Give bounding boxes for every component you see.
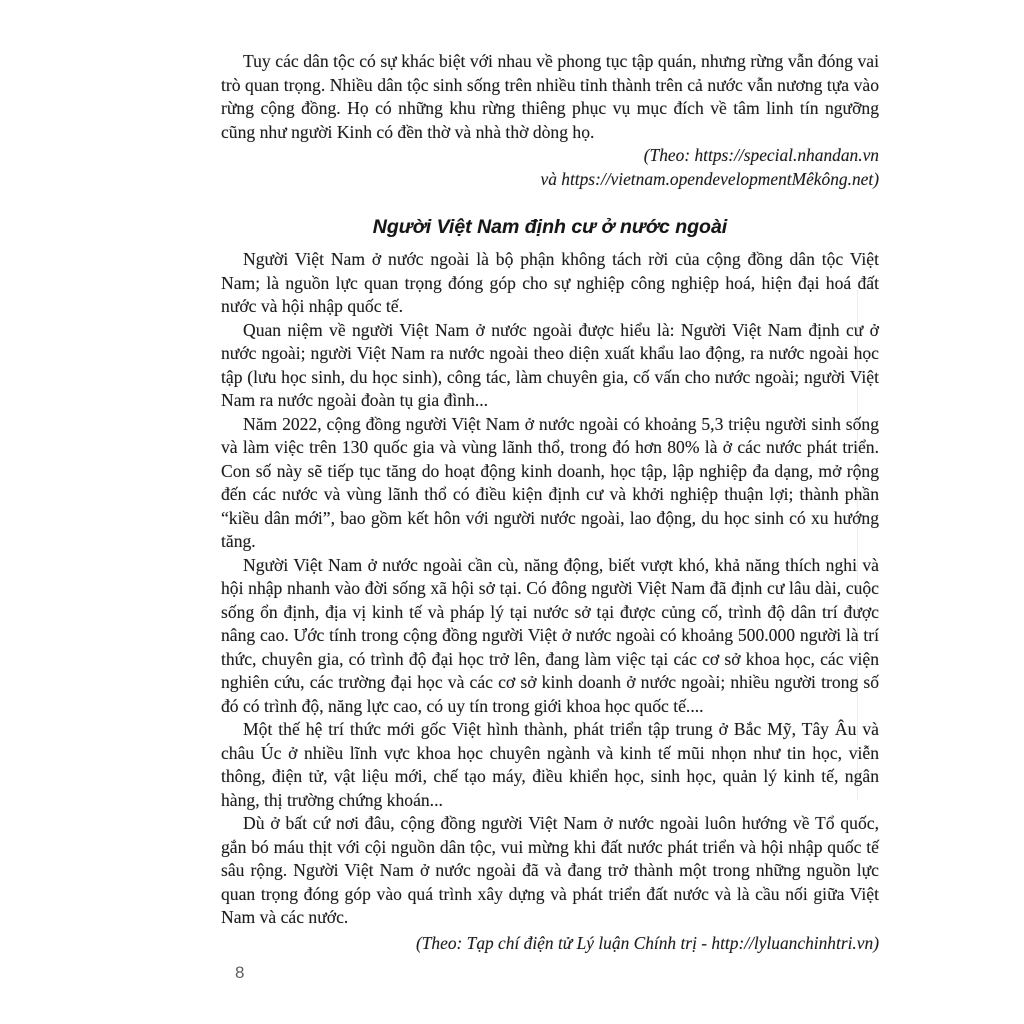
- article-source: (Theo: Tạp chí điện tử Lý luận Chính trị - http://lyluanchinhtri.vn): [415, 932, 879, 953]
- text-column: [221, 50, 879, 955]
- article-paragraph-1: Người Việt Nam ở nước ngoài là bộ phận không tách rời của cộng đồng dân tộc Việt Nam; là nguồn lực quan trọng đóng góp cho sự nghiệp công nghiệp hoá, hiện đại hoá đất nước và hội nhập quốc tế.: [221, 249, 879, 316]
- intro-paragraph: Tuy các dân tộc có sự khác biệt với nhau về phong tục tập quán, nhưng rừng vẫn đóng vai trò quan trọng. Nhiều dân tộc sinh sống trên nhiều tỉnh thành trên cả nước vẫn nương tựa vào rừng cộng đồng. Họ có những khu rừng thiêng phục vụ mục đích về tâm linh tín ngưỡng cũng như người Kinh có đền thờ và nhà thờ dòng họ.: [221, 51, 879, 142]
- article-paragraph-6: Dù ở bất cứ nơi đâu, cộng đồng người Việt Nam ở nước ngoài luôn hướng về Tổ quốc, gắn bó máu thịt với cội nguồn dân tộc, vui mừng khi đất nước phát triển và hội nhập quốc tế sâu rộng. Người Việt Nam ở nước ngoài đã và đang trở thành một trong những nguồn lực quan trọng đóng góp vào quá trình xây dựng và phát triển đất nước và là cầu nối giữa Việt Nam và các nước.: [221, 813, 879, 927]
- article-paragraph-2: Quan niệm về người Việt Nam ở nước ngoài được hiểu là: Người Việt Nam định cư ở nước ngoài; người Việt Nam ra nước ngoài theo diện xuất khẩu lao động, ra nước ngoài học tập (lưu học sinh, du học sinh), công tác, làm chuyên gia, cố vấn cho nước ngoài; người Việt Nam ra nước ngoài đoàn tụ gia đình...: [221, 319, 879, 410]
- article-title: Người Việt Nam định cư ở nước ngoài: [372, 216, 728, 238]
- page-number: 8: [235, 963, 245, 982]
- intro-source-line-2: và https://vietnam.opendevelopmentMêkông.net): [540, 168, 879, 189]
- intro-source-line-1: (Theo: https://special.nhandan.vn: [643, 145, 879, 165]
- article-paragraph-3: Năm 2022, cộng đồng người Việt Nam ở nước ngoài có khoảng 5,3 triệu người sinh sống và làm việc trên 130 quốc gia và vùng lãnh thổ, trong đó hơn 80% là ở các nước phát triển. Con số này sẽ tiếp tục tăng do hoạt động kinh doanh, học tập, lập nghiệp đa dạng, mở rộng đến các nước và vùng lãnh thổ có điều kiện định cư và khởi nghiệp thuận lợi; thành phần “kiều dân mới”, bao gồm kết hôn với người nước ngoài, lao động, du học sinh có xu hướng tăng.: [221, 413, 879, 551]
- article-paragraph-5: Một thế hệ trí thức mới gốc Việt hình thành, phát triển tập trung ở Bắc Mỹ, Tây Âu và châu Úc ở nhiều lĩnh vực khoa học chuyên ngành và kinh tế mũi nhọn như tin học, viễn thông, điện tử, vật liệu mới, chế tạo máy, điều khiển học, sinh học, quản lý kinh tế, ngân hàng, thị trường chứng khoán...: [221, 719, 879, 810]
- article-paragraph-4: Người Việt Nam ở nước ngoài cần cù, năng động, biết vượt khó, khả năng thích nghi và hội nhập nhanh vào đời sống xã hội sở tại. Có đông người Việt Nam đã định cư lâu dài, cuộc sống ổn định, địa vị kinh tế và pháp lý tại nước sở tại được củng cố, trình độ dân trí được nâng cao. Ước tính trong cộng đồng người Việt ở nước ngoài có khoảng 500.000 người là trí thức, chuyên gia, có trình độ đại học trở lên, đang làm việc tại các cơ sở khoa học, các viện nghiên cứu, các trường đại học và các cơ sở kinh doanh ở nước ngoài; nhiều người trong số đó có trình độ, năng lực cao, có uy tín trong giới khoa học quốc tế....: [221, 554, 879, 716]
